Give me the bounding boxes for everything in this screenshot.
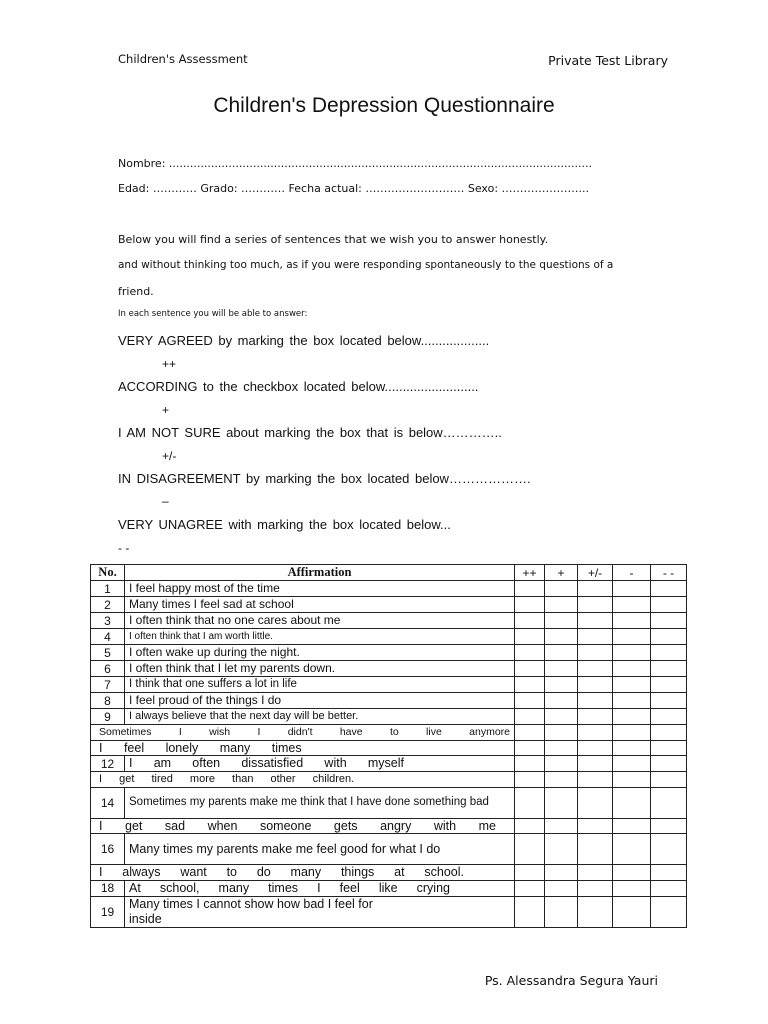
answer-cell[interactable]: [613, 693, 651, 709]
row-affirmation: Many times I feel sad at school: [125, 597, 515, 613]
answer-cell[interactable]: [578, 772, 613, 788]
table-row: [91, 756, 687, 772]
row-affirmation: Many times my parents make me feel good for what I do: [125, 834, 515, 865]
answer-cell[interactable]: [515, 581, 545, 597]
table-row: [91, 787, 687, 818]
answer-cell[interactable]: [651, 896, 687, 927]
answer-cell[interactable]: [545, 677, 578, 693]
header-affirmation: Affirmation: [125, 565, 515, 581]
table-row: [91, 645, 687, 661]
questionnaire-table: [90, 564, 687, 928]
header-right: Private Test Library: [548, 53, 668, 68]
row-affirmation: I always believe that the next day will be better.: [125, 709, 515, 725]
answer-cell[interactable]: [515, 645, 545, 661]
answer-cell[interactable]: [545, 645, 578, 661]
answer-cell[interactable]: [578, 629, 613, 645]
row-number: 12: [91, 756, 125, 772]
table-header-row: [91, 565, 687, 581]
table-row: [91, 772, 687, 788]
header-disagree: -: [613, 565, 651, 581]
answer-cell[interactable]: [545, 865, 578, 881]
answer-cell[interactable]: [578, 834, 613, 865]
row-affirmation: I feel proud of the things I do: [125, 693, 515, 709]
answer-cell[interactable]: [578, 709, 613, 725]
instruction-line-3: friend.: [118, 285, 154, 298]
answer-cell[interactable]: [651, 581, 687, 597]
header-agreed: +: [545, 565, 578, 581]
answer-cell[interactable]: [515, 693, 545, 709]
table-row: [91, 629, 687, 645]
answer-cell[interactable]: [651, 629, 687, 645]
answer-cell[interactable]: [578, 677, 613, 693]
option-symbol-disagreement: –: [162, 494, 169, 508]
option-disagreement: IN DISAGREEMENT by marking the box located below……………….: [118, 471, 531, 486]
instruction-line-4: In each sentence you will be able to answer:: [118, 309, 308, 319]
table-row: [91, 661, 687, 677]
answer-cell[interactable]: [613, 865, 651, 881]
answer-cell[interactable]: [613, 772, 651, 788]
answer-cell[interactable]: [515, 740, 545, 756]
answer-cell[interactable]: [515, 787, 545, 818]
answer-cell[interactable]: [613, 834, 651, 865]
table-row: [91, 725, 687, 741]
answer-cell[interactable]: [651, 661, 687, 677]
answer-cell[interactable]: [545, 740, 578, 756]
answer-cell[interactable]: [613, 581, 651, 597]
row-number: 9: [91, 709, 125, 725]
answer-cell[interactable]: [578, 597, 613, 613]
row-number: 7: [91, 677, 125, 693]
row-affirmation: I think that one suffers a lot in life: [125, 677, 515, 693]
answer-cell[interactable]: [578, 725, 613, 741]
row-affirmation: I get sad when someone gets angry with me: [91, 818, 515, 834]
table-row: [91, 693, 687, 709]
row-affirmation: I feel lonely many times: [91, 740, 515, 756]
row-number: 18: [91, 880, 125, 896]
answer-cell[interactable]: [578, 613, 613, 629]
answer-cell[interactable]: [515, 629, 545, 645]
answer-cell[interactable]: [545, 709, 578, 725]
row-affirmation: Many times I cannot show how bad I feel for inside: [125, 896, 515, 927]
form-details: Edad: ………… Grado: ………… Fecha actual: ……………………… Sexo: …………………...: [118, 182, 590, 195]
answer-cell[interactable]: [545, 629, 578, 645]
row-affirmation: Sometimes my parents make me think that I have done something bad: [125, 787, 515, 818]
answer-cell[interactable]: [651, 693, 687, 709]
answer-cell[interactable]: [545, 581, 578, 597]
answer-cell[interactable]: [651, 740, 687, 756]
answer-cell[interactable]: [613, 880, 651, 896]
answer-cell[interactable]: [613, 756, 651, 772]
row-affirmation: I get tired more than other children.: [91, 772, 515, 788]
form-nombre: Nombre: .........................................................................................................................: [118, 157, 592, 170]
answer-cell[interactable]: [545, 834, 578, 865]
table-row: [91, 834, 687, 865]
answer-cell[interactable]: [515, 613, 545, 629]
row-number: 2: [91, 597, 125, 613]
answer-cell[interactable]: [578, 865, 613, 881]
answer-cell[interactable]: [613, 613, 651, 629]
answer-cell[interactable]: [651, 725, 687, 741]
row-affirmation: I often think that no one cares about me: [125, 613, 515, 629]
answer-cell[interactable]: [651, 756, 687, 772]
answer-cell[interactable]: [613, 787, 651, 818]
answer-cell[interactable]: [545, 613, 578, 629]
answer-cell[interactable]: [515, 772, 545, 788]
row-affirmation: I often wake up during the night.: [125, 645, 515, 661]
answer-cell[interactable]: [578, 645, 613, 661]
answer-cell[interactable]: [515, 677, 545, 693]
answer-cell[interactable]: [578, 661, 613, 677]
answer-cell[interactable]: [545, 772, 578, 788]
answer-cell[interactable]: [578, 740, 613, 756]
header-not-sure: +/-: [578, 565, 613, 581]
header-very-disagree: - -: [651, 565, 687, 581]
option-very-agreed: VERY AGREED by marking the box located below...................: [118, 333, 490, 348]
answer-cell[interactable]: [545, 693, 578, 709]
answer-cell[interactable]: [545, 787, 578, 818]
answer-cell[interactable]: [545, 818, 578, 834]
answer-cell[interactable]: [515, 709, 545, 725]
answer-cell[interactable]: [578, 896, 613, 927]
answer-cell[interactable]: [613, 896, 651, 927]
row-affirmation: I often think that I am worth little.: [125, 629, 515, 645]
answer-cell[interactable]: [613, 709, 651, 725]
answer-cell[interactable]: [613, 818, 651, 834]
answer-cell[interactable]: [651, 709, 687, 725]
table-row: [91, 896, 687, 927]
row-number: 8: [91, 693, 125, 709]
table-row: [91, 709, 687, 725]
option-symbol-very-agreed: ++: [162, 357, 177, 371]
row-affirmation: At school, many times I feel like crying: [125, 880, 515, 896]
answer-cell[interactable]: [651, 880, 687, 896]
header-no: No.: [91, 565, 125, 581]
answer-cell[interactable]: [613, 629, 651, 645]
table-row: [91, 581, 687, 597]
row-number: 3: [91, 613, 125, 629]
answer-cell[interactable]: [651, 818, 687, 834]
answer-cell[interactable]: [578, 756, 613, 772]
row-number: 14: [91, 787, 125, 818]
answer-cell[interactable]: [651, 613, 687, 629]
row-number: 19: [91, 896, 125, 927]
table-row: [91, 740, 687, 756]
answer-cell[interactable]: [578, 787, 613, 818]
option-according: ACCORDING to the checkbox located below..........................: [118, 379, 479, 394]
header-very-agreed: ++: [515, 565, 545, 581]
table-row: [91, 677, 687, 693]
instruction-line-1: Below you will find a series of sentences that we wish you to answer honestly.: [118, 233, 549, 246]
table-row: [91, 818, 687, 834]
row-number: 4: [91, 629, 125, 645]
answer-cell[interactable]: [515, 661, 545, 677]
answer-cell[interactable]: [515, 597, 545, 613]
row-affirmation: I always want to do many things at school.: [91, 865, 515, 881]
answer-cell[interactable]: [515, 725, 545, 741]
answer-cell[interactable]: [545, 880, 578, 896]
option-symbol-very-unagree: - -: [118, 541, 130, 555]
answer-cell[interactable]: [578, 818, 613, 834]
row-number: 16: [91, 834, 125, 865]
row-number: 1: [91, 581, 125, 597]
option-not-sure: I AM NOT SURE about marking the box that is below…………..: [118, 425, 502, 440]
answer-cell[interactable]: [578, 693, 613, 709]
answer-cell[interactable]: [613, 597, 651, 613]
answer-cell[interactable]: [613, 645, 651, 661]
header-left: Children's Assessment: [118, 52, 248, 66]
answer-cell[interactable]: [545, 661, 578, 677]
answer-cell[interactable]: [578, 581, 613, 597]
answer-cell[interactable]: [651, 645, 687, 661]
answer-cell[interactable]: [651, 772, 687, 788]
row-number: 6: [91, 661, 125, 677]
answer-cell[interactable]: [515, 880, 545, 896]
answer-cell[interactable]: [545, 756, 578, 772]
answer-cell[interactable]: [651, 597, 687, 613]
answer-cell[interactable]: [515, 834, 545, 865]
answer-cell[interactable]: [545, 896, 578, 927]
answer-cell[interactable]: [613, 725, 651, 741]
answer-cell[interactable]: [613, 677, 651, 693]
answer-cell[interactable]: [651, 865, 687, 881]
answer-cell[interactable]: [515, 865, 545, 881]
option-symbol-not-sure: +/-: [162, 449, 177, 463]
row-affirmation: I am often dissatisfied with myself: [125, 756, 515, 772]
answer-cell[interactable]: [613, 661, 651, 677]
row-affirmation: I feel happy most of the time: [125, 581, 515, 597]
answer-cell[interactable]: [515, 818, 545, 834]
answer-cell[interactable]: [651, 834, 687, 865]
answer-cell[interactable]: [515, 756, 545, 772]
instruction-line-2: and without thinking too much, as if you were responding spontaneously to the questions of a: [118, 259, 614, 271]
table-row: [91, 613, 687, 629]
answer-cell[interactable]: [545, 597, 578, 613]
row-number: 5: [91, 645, 125, 661]
option-very-unagree: VERY UNAGREE with marking the box located below...: [118, 517, 451, 532]
answer-cell[interactable]: [515, 896, 545, 927]
table-row: [91, 880, 687, 896]
answer-cell[interactable]: [578, 880, 613, 896]
answer-cell[interactable]: [545, 725, 578, 741]
row-affirmation: I often think that I let my parents down.: [125, 661, 515, 677]
row-affirmation: Sometimes I wish I didn't have to live anymore: [91, 725, 515, 741]
table-row: [91, 597, 687, 613]
answer-cell[interactable]: [651, 787, 687, 818]
answer-cell[interactable]: [651, 677, 687, 693]
answer-cell[interactable]: [613, 740, 651, 756]
option-symbol-according: +: [162, 403, 170, 417]
footer-signature: Ps. Alessandra Segura Yauri: [484, 973, 658, 988]
page-title: Children's Depression Questionnaire: [213, 94, 555, 117]
table-row: [91, 865, 687, 881]
